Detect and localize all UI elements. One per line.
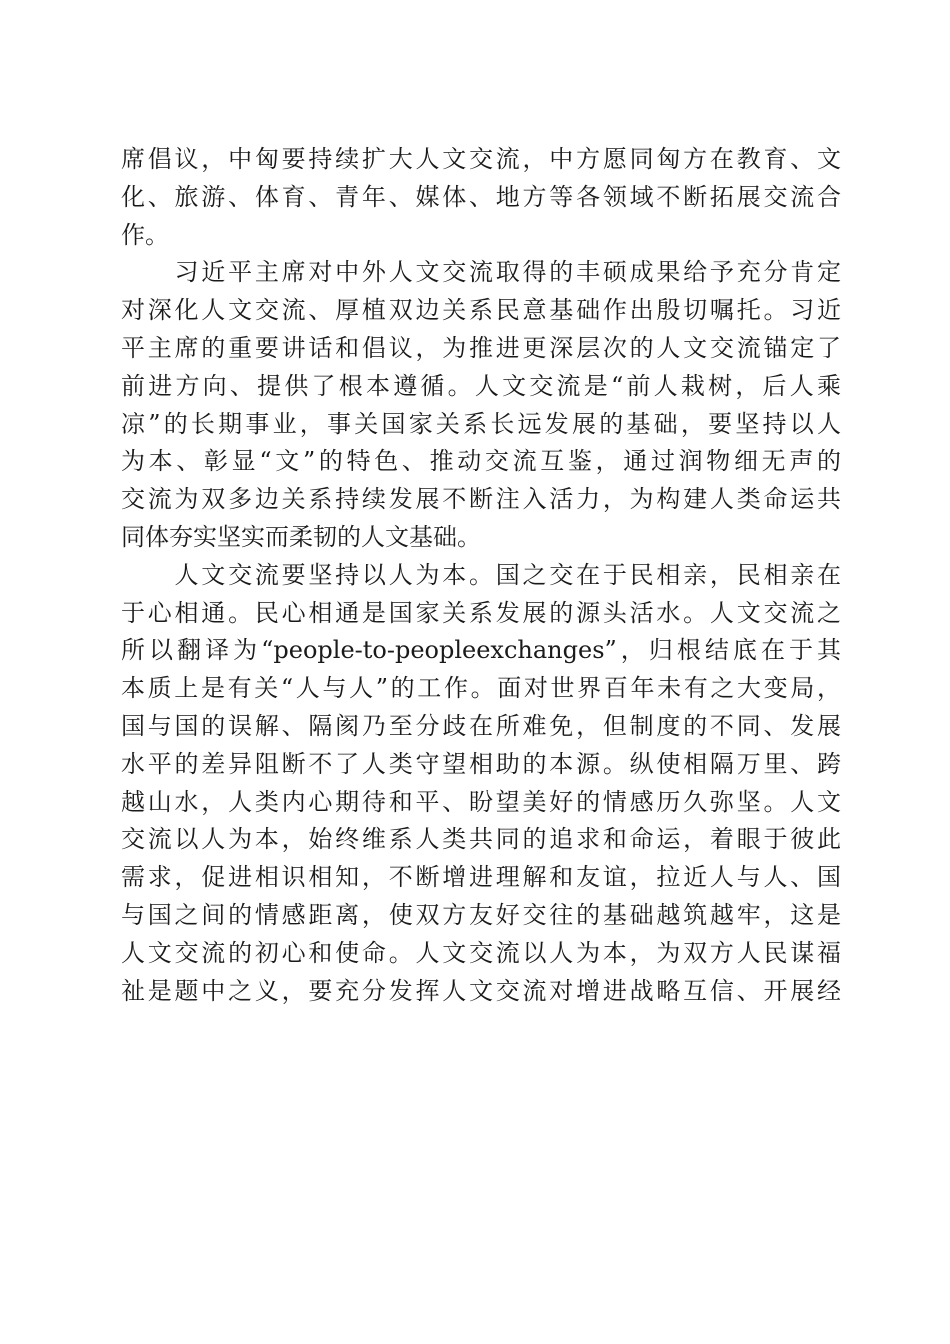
text-line: 水平的差异阻断不了人类守望相助的本源。纵使相隔万里、跨 bbox=[121, 749, 841, 778]
text-line: 席倡议，中匈要持续扩大人文交流，中方愿同匈方在教育、文 bbox=[121, 145, 841, 173]
text-line: 本质上是有关“人与人”的工作。面对世界百年未有之大变局， bbox=[121, 674, 841, 703]
text-line: 为本、彰显“文”的特色、推动交流互鉴，通过润物细无声的 bbox=[121, 447, 841, 476]
text-line: 交流为双多边关系持续发展不断注入活力，为构建人类命运共 bbox=[121, 485, 841, 514]
text-line: 前进方向、提供了根本遵循。人文交流是“前人栽树，后人乘 bbox=[121, 371, 841, 400]
text-line: 习近平主席对中外人文交流取得的丰硕成果给予充分肯定 bbox=[121, 258, 841, 287]
text-line: 作。 bbox=[121, 220, 169, 249]
text-line: 平主席的重要讲话和倡议，为推进更深层次的人文交流锚定了 bbox=[121, 333, 841, 362]
text-line: 所以翻译为“people-to-peopleexchanges”，归根结底在于其 bbox=[121, 636, 841, 665]
paragraph-2 bbox=[121, 254, 841, 556]
text-line: 对深化人文交流、厚植双边关系民意基础作出殷切嘱托。习近 bbox=[121, 296, 841, 325]
paragraph-3 bbox=[121, 557, 841, 1011]
paragraph-1 bbox=[121, 141, 841, 254]
text-line: 交流以人为本，始终维系人类共同的追求和命运，着眼于彼此 bbox=[121, 825, 841, 854]
text-line: 人文交流的初心和使命。人文交流以人为本，为双方人民谋福 bbox=[121, 938, 841, 967]
text-line: 化、旅游、体育、青年、媒体、地方等各领域不断拓展交流合 bbox=[121, 182, 841, 211]
text-line: 同体夯实坚实而柔韧的人文基础。 bbox=[121, 522, 481, 551]
text-line: 国与国的误解、隔阂乃至分歧在所难免，但制度的不同、发展 bbox=[121, 711, 841, 740]
text-line: 需求，促进相识相知，不断增进理解和友谊，拉近人与人、国 bbox=[121, 863, 841, 892]
body-text bbox=[121, 141, 841, 1010]
text-line: 人文交流要坚持以人为本。国之交在于民相亲，民相亲在 bbox=[121, 560, 841, 589]
text-line: 与国之间的情感距离，使双方友好交往的基础越筑越牢，这是 bbox=[121, 900, 841, 929]
text-line: 越山水，人类内心期待和平、盼望美好的情感历久弥坚。人文 bbox=[121, 787, 841, 816]
text-line: 祉是题中之义，要充分发挥人文交流对增进战略互信、开展经 bbox=[121, 976, 841, 1005]
text-line: 于心相通。民心相通是国家关系发展的源头活水。人文交流之 bbox=[121, 598, 841, 627]
text-line: 凉”的长期事业，事关国家关系长远发展的基础，要坚持以人 bbox=[121, 409, 841, 438]
